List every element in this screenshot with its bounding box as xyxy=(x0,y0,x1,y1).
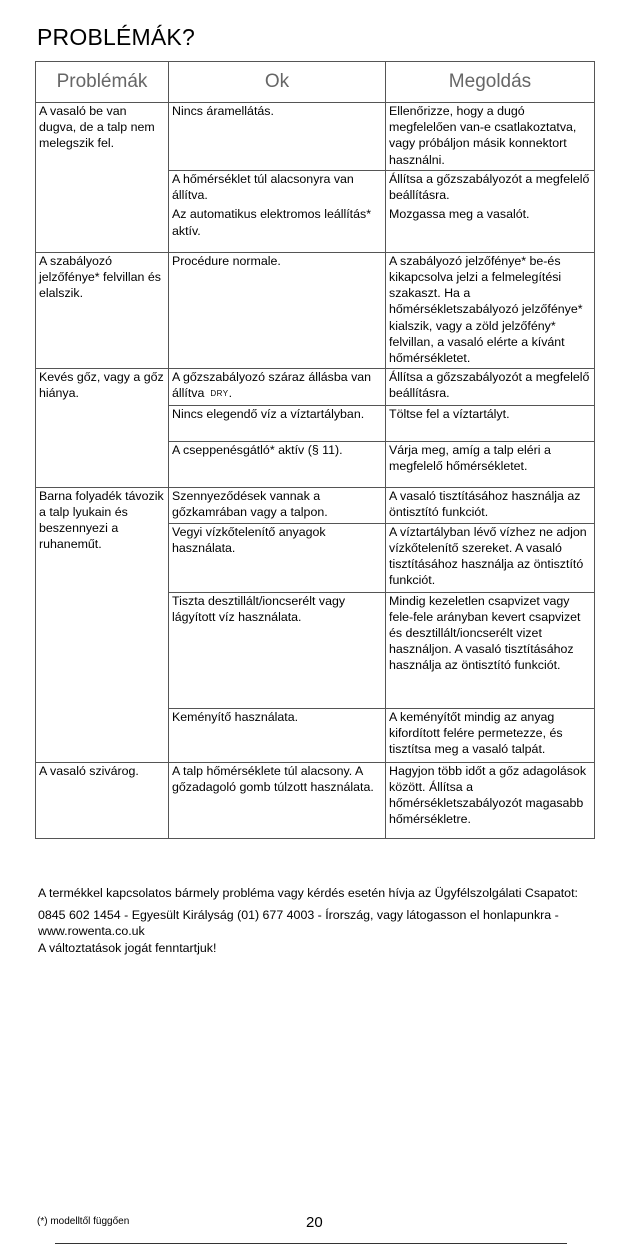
table-row xyxy=(36,762,595,838)
cause-cell: Procédure normale. xyxy=(169,252,386,368)
problem-cell: A vasaló szivárog. xyxy=(36,762,169,838)
page-title: PROBLÉMÁK? xyxy=(37,24,195,50)
cause-cell: Vegyi vízkőtelenítő anyagok használata. xyxy=(169,523,386,592)
page-number: 20 xyxy=(306,1214,323,1231)
cause-cell: A talp hőmérséklete túl alacsony. A gőzadagoló gomb túlzott használata. xyxy=(169,762,386,838)
cause-cell: A hőmérséklet túl alacsonyra van állítva. xyxy=(169,170,386,206)
solution-cell: Állítsa a gőzszabályozót a megfelelő beállításra. xyxy=(386,369,595,405)
model-note: (*) modelltől függően xyxy=(37,1216,130,1227)
dry-setting-icon: DRY xyxy=(210,389,229,399)
table-row xyxy=(36,103,595,171)
solution-cell: Töltse fel a víztartályt. xyxy=(386,405,595,441)
solution-cell: A keményítőt mindig az anyag kifordított felére permetezze, és tisztítsa meg a vasaló talpát. xyxy=(386,708,595,762)
cause-cell: Nincs áramellátás. xyxy=(169,103,386,171)
table-row xyxy=(36,487,595,523)
cause-cell: A gőzszabályozó száraz állásba van állítva DRY. xyxy=(169,369,386,405)
footer-divider xyxy=(55,1243,567,1244)
cause-cell: Nincs elegendő víz a víztartályban. xyxy=(169,405,386,441)
header-solution: Megoldás xyxy=(386,62,595,103)
contact-intro: A termékkel kapcsolatos bármely probléma vagy kérdés esetén hívja az Ügyfélszolgálati Csapatot: xyxy=(38,886,578,900)
cause-cell: Az automatikus elektromos leállítás* aktív. xyxy=(169,206,386,252)
table-header-row xyxy=(36,62,595,103)
cause-cell: Keményítő használata. xyxy=(169,708,386,762)
troubleshooting-table xyxy=(35,61,595,839)
solution-cell: A víztartályban lévő vízhez ne adjon vízkőtelenítő szereket. A vasaló tisztításához használja az öntisztító funkciót. xyxy=(386,523,595,592)
cause-cell: Tiszta desztillált/ioncserélt vagy lágyított víz használata. xyxy=(169,592,386,708)
solution-cell: A szabályozó jelzőfénye* be-és kikapcsolva jelzi a felmelegítési szakaszt. Ha a hőmérsékletszabályozó jelzőfénye* kialszik, vagy a zöld jelzőfény* felvillan, a vasaló elérte a kívánt hőmérsékletet. xyxy=(386,252,595,368)
contact-info xyxy=(38,885,598,962)
cause-cell: Szennyeződések vannak a gőzkamrában vagy a talpon. xyxy=(169,487,386,523)
header-problems: Problémák xyxy=(36,62,169,103)
cause-text: A gőzszabályozó száraz állásba van állítva xyxy=(172,370,372,401)
header-cause: Ok xyxy=(169,62,386,103)
problem-cell: A szabályozó jelzőfénye* felvillan és elalszik. xyxy=(36,252,169,368)
solution-cell: Mindig kezeletlen csapvizet vagy fele-fele arányban kevert csapvizet és desztillált/ioncserélt vizet használjon. A vasaló tisztításához használja az öntisztító funkciót. xyxy=(386,592,595,708)
contact-phones: 0845 602 1454 - Egyesült Királyság (01) 677 4003 - Írország, vagy látogasson el honlapunkra - www.rowenta.co.uk xyxy=(38,908,559,938)
solution-cell: Állítsa a gőzszabályozót a megfelelő beállításra. xyxy=(386,170,595,206)
table-row xyxy=(36,369,595,405)
problem-cell: A vasaló be van dugva, de a talp nem melegszik fel. xyxy=(36,103,169,253)
problem-cell: Kevés gőz, vagy a gőz hiánya. xyxy=(36,369,169,487)
solution-cell: Mozgassa meg a vasalót. xyxy=(386,206,595,252)
solution-cell: A vasaló tisztításához használja az öntisztító funkciót. xyxy=(386,487,595,523)
solution-cell: Hagyjon több időt a gőz adagolások között. Állítsa a hőmérsékletszabályozót magasabb hőmérsékletre. xyxy=(386,762,595,838)
solution-cell: Ellenőrizze, hogy a dugó megfelelően van-e csatlakoztatva, vagy próbáljon másik konnektort használni. xyxy=(386,103,595,171)
rights-notice: A változtatások jogát fenntartjuk! xyxy=(38,941,217,955)
solution-cell: Várja meg, amíg a talp eléri a megfelelő hőmérsékletet. xyxy=(386,441,595,487)
table-row xyxy=(36,252,595,368)
problem-cell: Barna folyadék távozik a talp lyukain és beszennyezi a ruhaneműt. xyxy=(36,487,169,762)
cause-cell: A cseppenésgátló* aktív (§ 11). xyxy=(169,441,386,487)
